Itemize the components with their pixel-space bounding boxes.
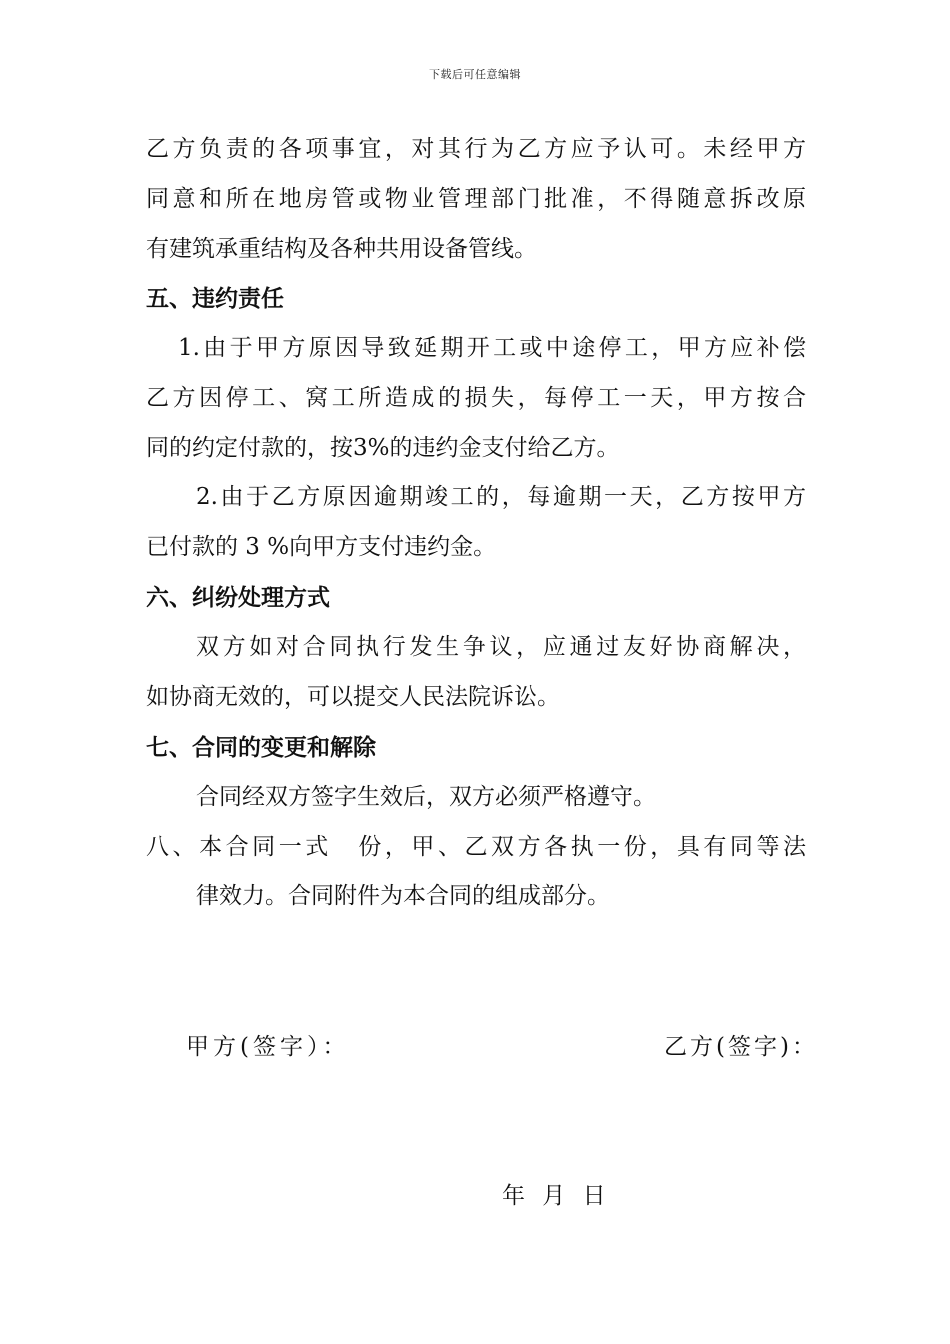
body-line: 乙方负责的各项事宜，对其行为乙方应予认可。未经甲方 xyxy=(146,136,806,162)
body-line: 乙方因停工、窝工所造成的损失，每停工一天，甲方按合 xyxy=(146,385,806,411)
section-heading-breach: 五、违约责任 xyxy=(146,285,284,312)
body-line: 律效力。合同附件为本合同的组成部分。 xyxy=(196,883,610,909)
body-line: 同的约定付款的，按3%的违约金支付给乙方。 xyxy=(146,435,620,461)
section-heading-dispute: 六、纠纷处理方式 xyxy=(146,584,330,611)
body-line: 1.由于甲方原因导致延期开工或中途停工，甲方应补偿 xyxy=(178,335,806,361)
party-a-signature-label: 甲方(签字）： xyxy=(186,1034,350,1060)
party-b-signature-label: 乙方(签字)： xyxy=(664,1034,818,1060)
section-clause-copies: 八、本合同一式 份，甲、乙双方各执一份，具有同等法 xyxy=(146,834,806,860)
body-line: 2.由于乙方原因逾期竣工的，每逾期一天，乙方按甲方 xyxy=(196,484,806,510)
body-line: 合同经双方签字生效后，双方必须严格遵守。 xyxy=(196,784,656,810)
body-line: 有建筑承重结构及各种共用设备管线。 xyxy=(146,236,537,262)
body-line: 双方如对合同执行发生争议，应通过友好协商解决， xyxy=(196,634,806,660)
page-header: 下载后可任意编辑 xyxy=(429,68,521,81)
section-heading-change: 七、合同的变更和解除 xyxy=(146,734,376,761)
date-line: 年 月 日 xyxy=(502,1183,606,1209)
body-line: 如协商无效的，可以提交人民法院诉讼。 xyxy=(146,684,560,710)
body-line: 已付款的 3 %向甲方支付违约金。 xyxy=(146,534,497,560)
body-line: 同意和所在地房管或物业管理部门批准，不得随意拆改原 xyxy=(146,186,806,212)
